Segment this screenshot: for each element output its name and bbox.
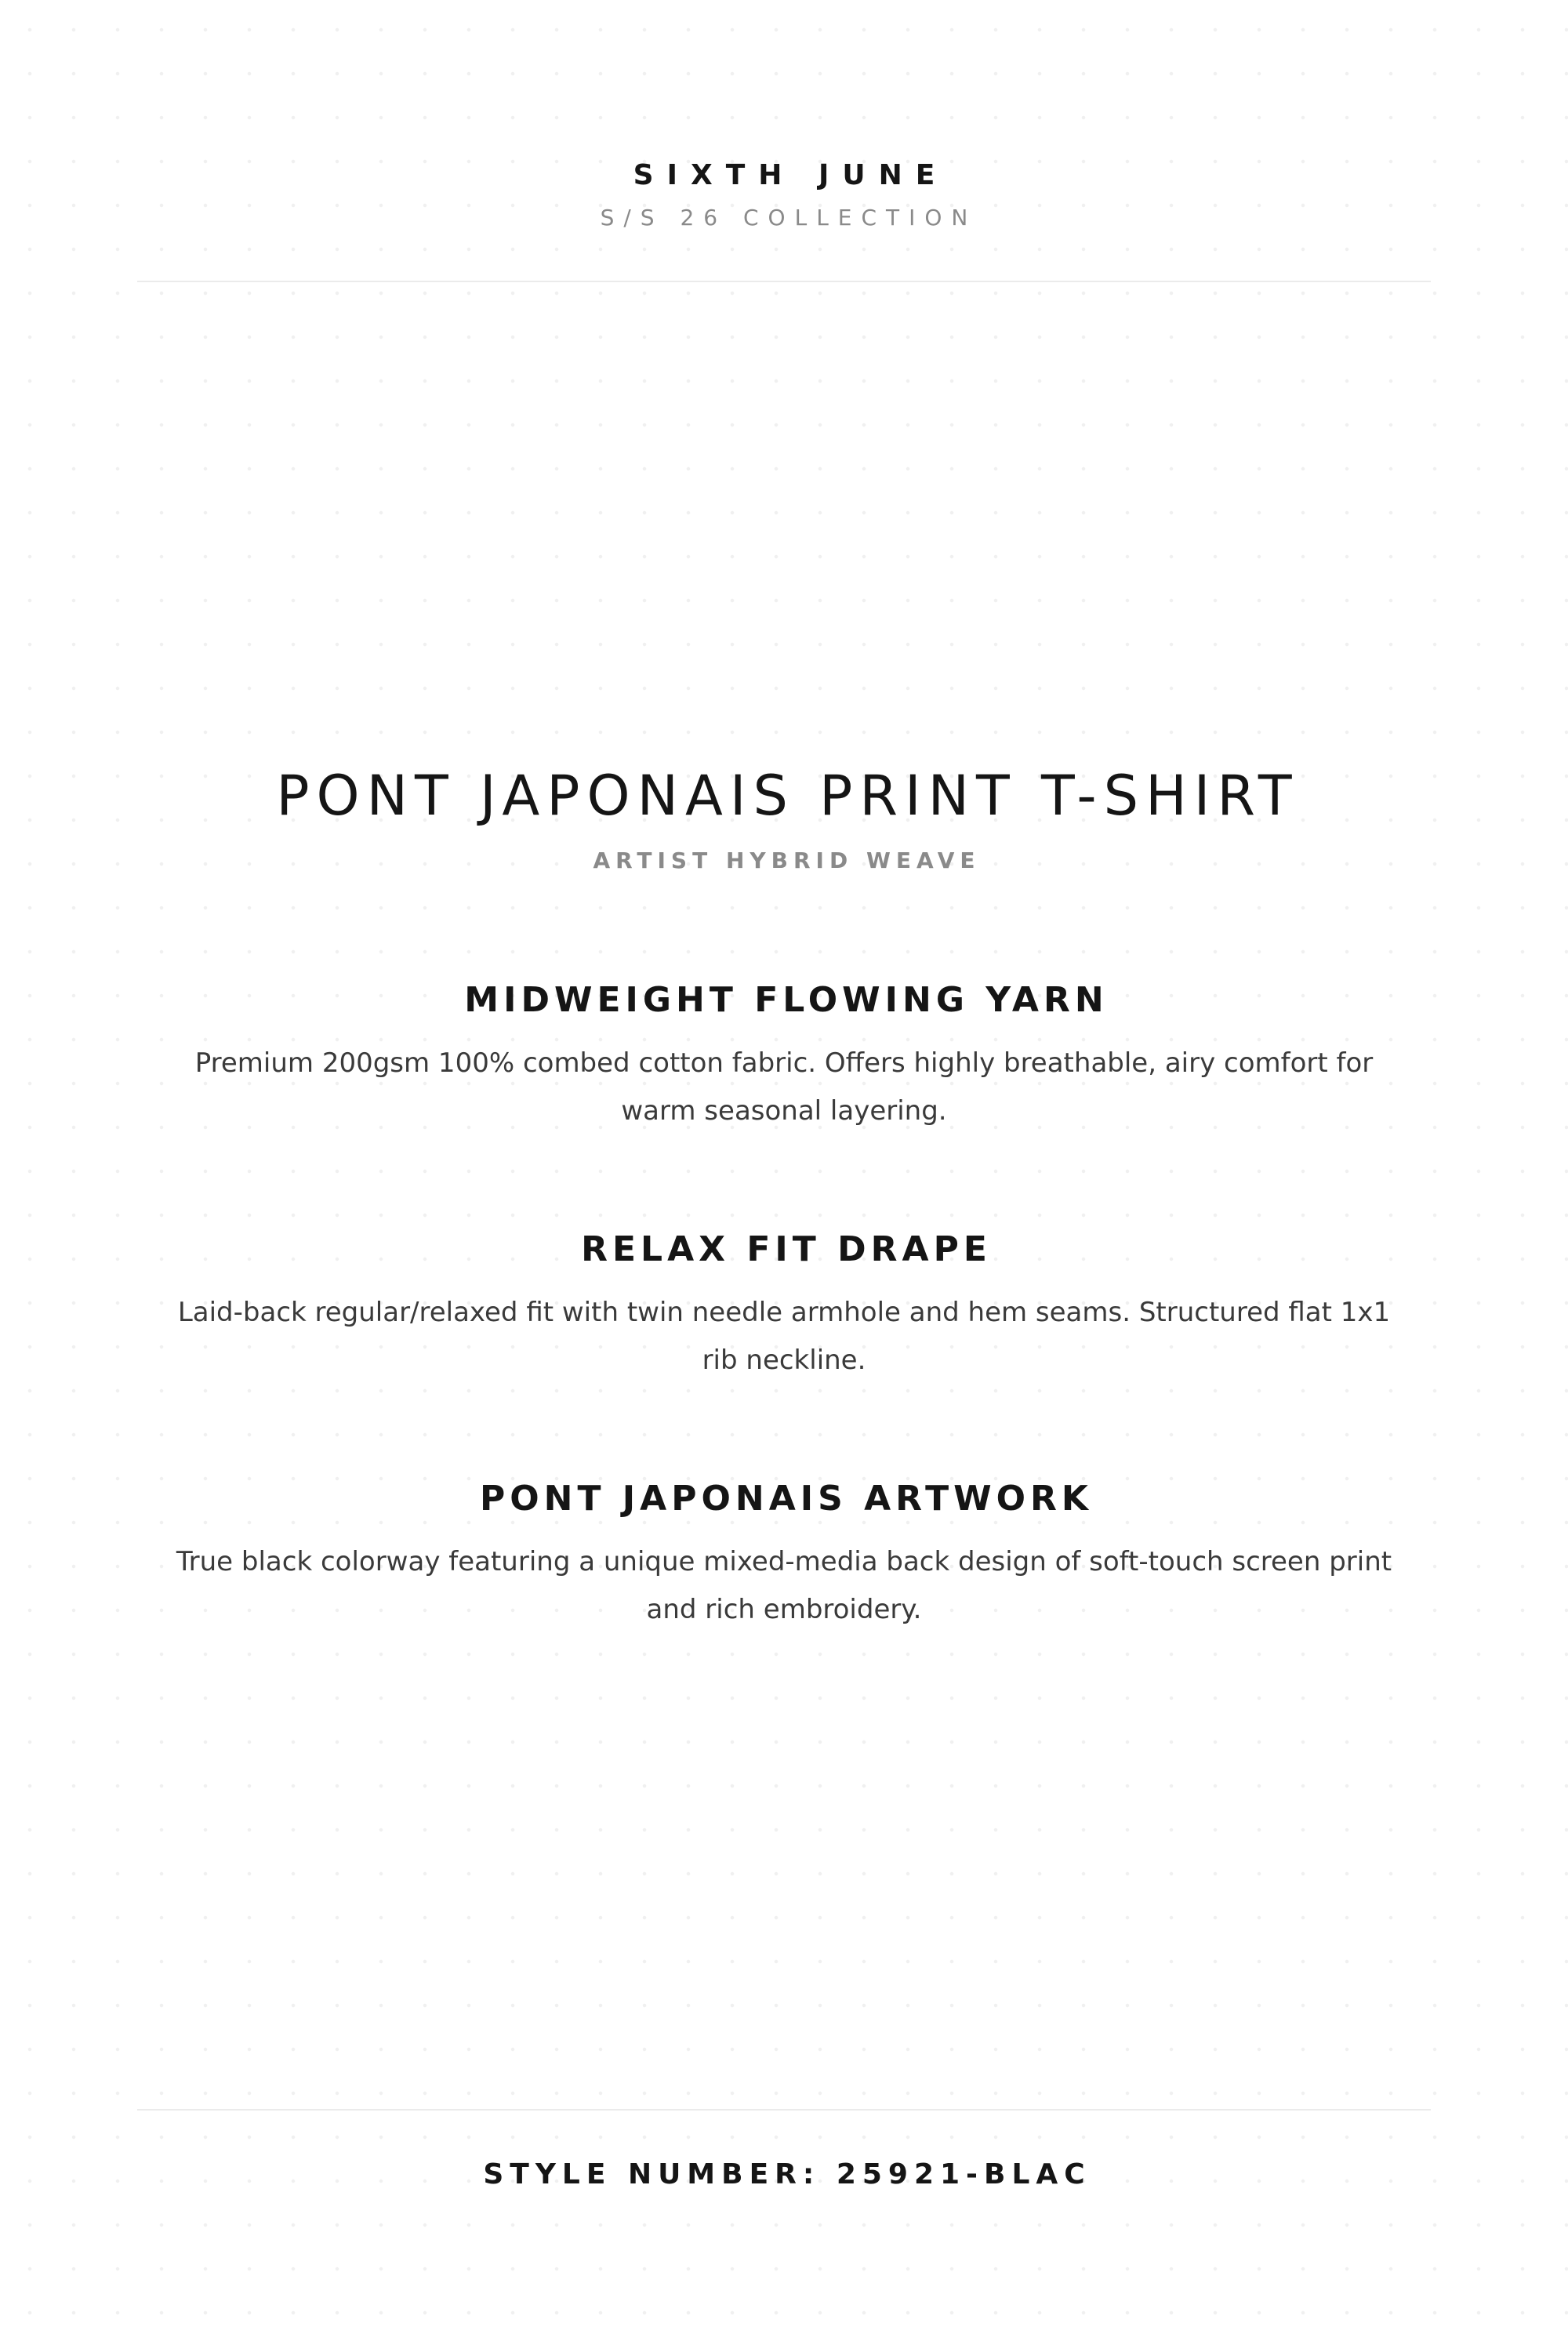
feature-description: True black colorway featuring a unique mixed-media back design of soft-touch screen print and rich embroidery. [176, 1546, 1392, 1625]
bottom-divider [137, 2109, 1431, 2111]
style-number: STYLE NUMBER: 25921-BLAC [483, 2158, 1091, 2190]
feature-description: Laid-back regular/relaxed fit with twin needle armhole and hem seams. Structured flat 1x1 rib neckline. [177, 1297, 1391, 1376]
product-title: PONT JAPONAIS PRINT T-SHIRT [276, 764, 1299, 828]
footer [0, 2156, 1568, 2194]
feature-artwork [0, 1477, 1568, 1634]
product-title-block [0, 760, 1568, 875]
brand-name: SIXTH JUNE [633, 159, 949, 191]
feature-yarn [0, 978, 1568, 1135]
header [0, 157, 1568, 232]
feature-heading: PONT JAPONAIS ARTWORK [479, 1479, 1094, 1519]
feature-description: Premium 200gsm 100% combed cotton fabric. Offers highly breathable, airy comfort for warm seasonal layering. [194, 1047, 1374, 1127]
feature-fit [0, 1228, 1568, 1385]
top-divider [137, 281, 1431, 282]
collection-label: S/S 26 COLLECTION [600, 205, 978, 230]
feature-list [0, 978, 1568, 1726]
feature-heading: MIDWEIGHT FLOWING YARN [464, 980, 1109, 1020]
feature-heading: RELAX FIT DRAPE [581, 1229, 992, 1269]
product-subtitle: ARTIST HYBRID WEAVE [593, 848, 981, 873]
